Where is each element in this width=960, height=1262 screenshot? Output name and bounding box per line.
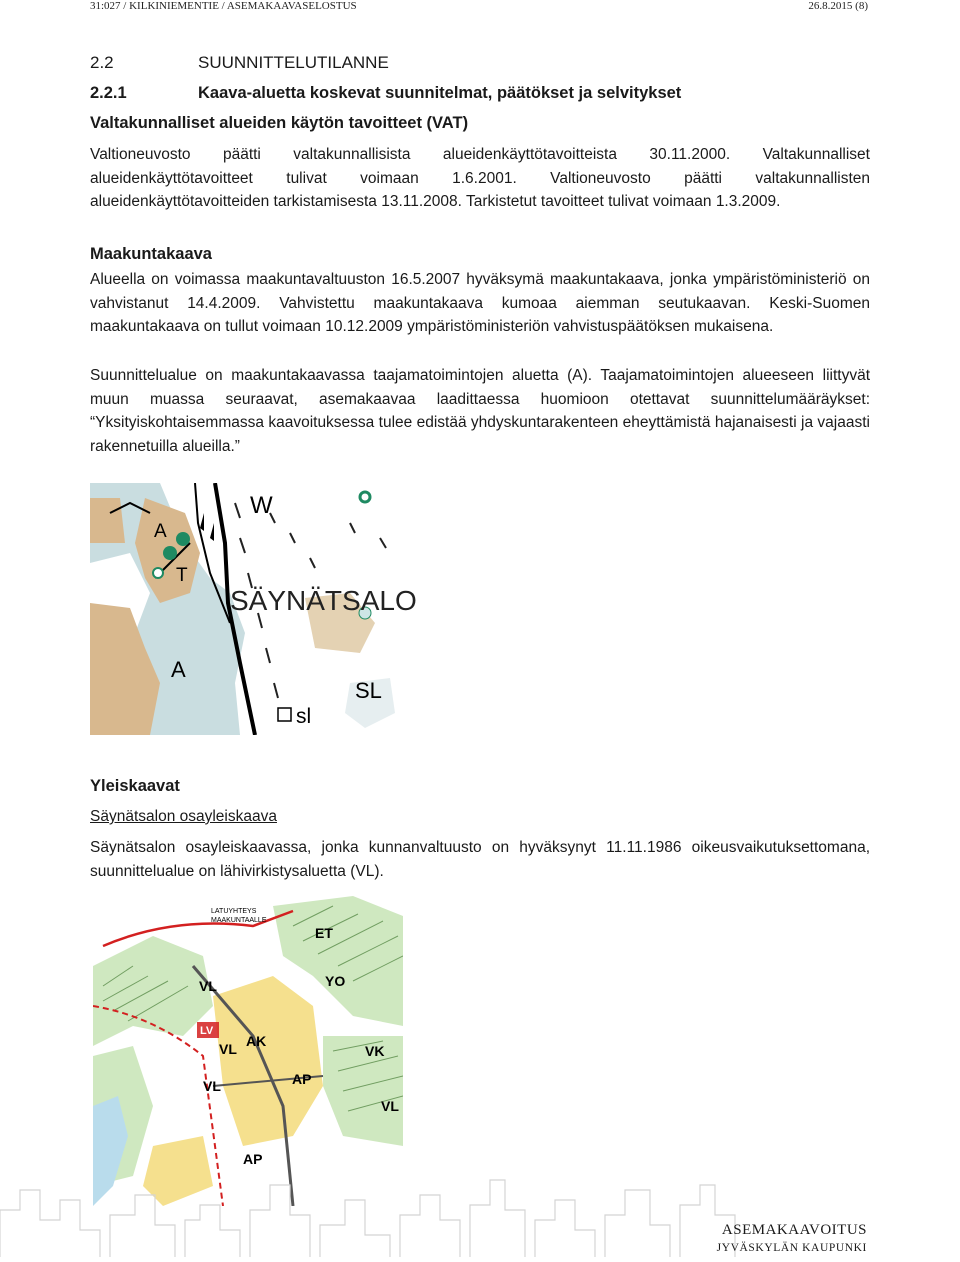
subsection-title: Kaava-aluetta koskevat suunnitelmat, päätökset ja selvitykset	[198, 84, 682, 102]
section-number: 2.2	[90, 53, 114, 72]
map2-label-vk: VK	[365, 1043, 385, 1059]
map2-label-et: ET	[315, 925, 333, 941]
map1-place-name: SÄYNÄTSALO	[230, 585, 417, 616]
map2-note-line1: LATUYHTEYS	[211, 908, 257, 915]
map2-label-ap2: AP	[243, 1151, 263, 1167]
subsection-heading	[90, 84, 681, 103]
map2-label-ap1: AP	[292, 1071, 312, 1087]
map1-label-sl: SL	[355, 678, 382, 703]
vat-heading: Valtakunnalliset alueiden käytön tavoitteet (VAT)	[90, 114, 469, 132]
section-title: SUUNNITTELUTILANNE	[198, 53, 389, 72]
yleiskaavat-paragraph: Säynätsalon osayleiskaavassa, jonka kunnanvaltuusto on hyväksynyt 11.11.1986 oikeusvaikutuksettomana, suunnittelualue on lähivirkistysaluetta (VL).	[90, 839, 870, 880]
map1-label-a2: A	[171, 657, 186, 682]
map2-label-vl2: VL	[219, 1041, 237, 1057]
map1-label-a1: A	[154, 521, 167, 542]
map2-label-yo: YO	[325, 973, 346, 989]
header-date-page: 26.8.2015 (8)	[808, 0, 868, 12]
map2-label-vl4: VL	[381, 1098, 399, 1114]
subsection-number: 2.2.1	[90, 84, 127, 102]
footer-city: JYVÄSKYLÄN KAUPUNKI	[716, 1242, 867, 1254]
map1-label-sl-small: sl	[296, 705, 312, 728]
map1-label-t: T	[176, 565, 188, 586]
maakuntakaava-heading: Maakuntakaava	[90, 245, 212, 263]
map2-note-line2: MAAKUNTAALLE	[211, 917, 267, 924]
header-doc-title: 31:027 / KILKINIEMENTIE / ASEMAKAAVASELOSTUS	[90, 0, 357, 12]
footer-department: ASEMAKAAVOITUS	[721, 1222, 867, 1238]
maakuntakaava-map	[90, 483, 426, 735]
map2-label-ak: AK	[246, 1033, 267, 1049]
maakuntakaava-paragraph-1: Alueella on voimassa maakuntavaltuuston 16.5.2007 hyväksymä maakuntakaava, jonka ympäristöministeriö on vahvistanut 14.4.2009. Vahvistettu maakuntakaava kumoaa aiemman seutukaavan. Keski-Suomen maakuntakaava on tullut voimaan 10.12.2009 ympäristöministeriön vahvistuspäätöksen mukaisena.	[90, 271, 870, 335]
map2-label-lv: LV	[200, 1025, 214, 1037]
section-heading	[90, 53, 389, 73]
osayleiskaava-subheading: Säynätsalon osayleiskaava	[90, 808, 277, 825]
map2-label-vl3: VL	[203, 1078, 221, 1094]
yleiskaavat-heading: Yleiskaavat	[90, 777, 180, 795]
map2-label-vl1: VL	[199, 978, 217, 994]
maakuntakaava-paragraph-2: Suunnittelualue on maakuntakaavassa taajamatoimintojen aluetta (A). Taajamatoimintojen alueeseen liittyvät muun muassa seuraavat, asemakaavaa laadittaessa huomioon otettavat suunnittelumääräykset: “Yksityiskohtaisemmassa kaavoituksessa tulee edistää yhdyskuntarakenteen eheyttämistä hajanaisesti ja vajaasti rakennetuilla alueilla.”	[90, 367, 870, 455]
vat-paragraph: Valtioneuvosto päätti valtakunnallisista alueidenkäyttötavoitteista 30.11.2000. Valtakunnalliset alueidenkäyttötavoitteet tulivat voimaan 1.6.2001. Valtioneuvosto päätti valtakunnallisten alueidenkäyttötavoitteiden tarkistamisesta 13.11.2008. Tarkistetut tavoitteet tulivat voimaan 1.3.2009.	[90, 146, 870, 210]
osayleiskaava-map	[93, 886, 403, 1206]
map1-label-w: W	[250, 492, 273, 519]
